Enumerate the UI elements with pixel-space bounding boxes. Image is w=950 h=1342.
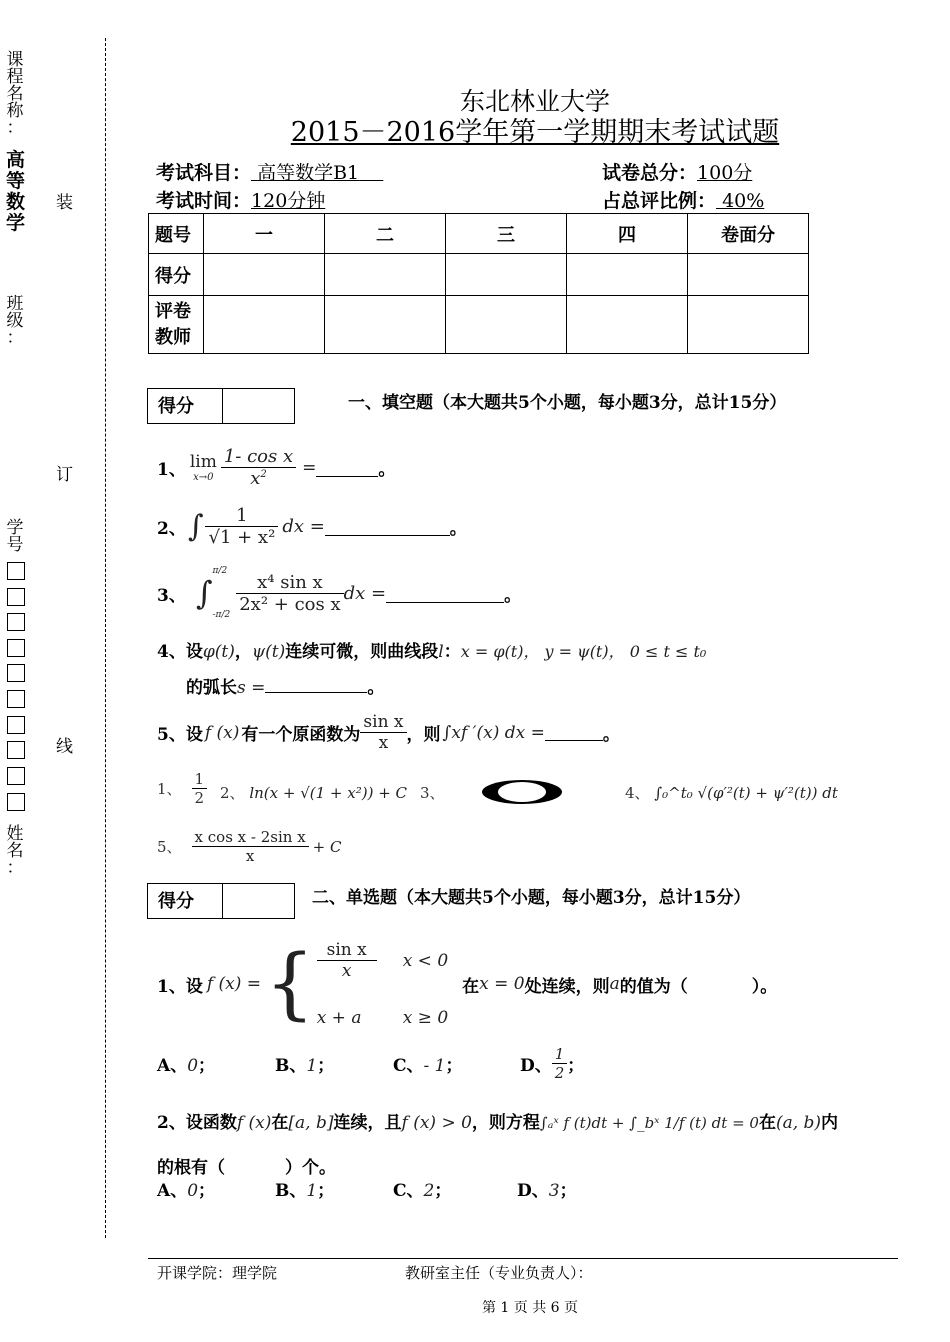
integral-limits: π/2 -π/2	[212, 566, 231, 620]
q-number: 2、	[157, 519, 186, 539]
s1-question-3: 3、 ∫ π/2 -π/2 $\frac{\text{x⁴ sin x}}{\text{2x² + cos x}}$ dx = 。	[157, 566, 522, 620]
limit: lim x→0	[189, 452, 217, 483]
ratio-value: 40%	[722, 190, 765, 212]
q-number: 1、	[157, 460, 186, 480]
s2-question-2-line2: 的根有（ ）个。	[157, 1158, 336, 1178]
option-b[interactable]: B、1；	[275, 1181, 335, 1201]
answer-4: 4、 ∫₀^t₀ √(φ′²(t) + ψ′²(t)) dt	[625, 784, 838, 802]
footer-college: 开课学院：理学院	[157, 1264, 278, 1282]
time-value: 120分钟	[251, 190, 326, 212]
section2-title: 二、单选题（本大题共5个小题，每小题3分，总计15分）	[312, 888, 751, 908]
course-name: 高 等 数 学	[6, 149, 26, 234]
s1-question-5: 5、设 f (x) 有一个原函数为 $\frac{\text{sin x}}{x}$ ，则 ∫xf ′(x) dx = 。	[157, 712, 620, 753]
score-cell[interactable]	[688, 254, 809, 296]
score-header: 四	[567, 214, 688, 254]
name-label: 姓 名 ：	[6, 824, 24, 878]
ratio-label: 占总评比例：	[602, 190, 717, 212]
teacher-cell[interactable]	[567, 296, 688, 354]
brace: {	[265, 939, 315, 1029]
score-header: 题号	[149, 214, 204, 254]
s1-question-4: 4、设φ(t)，ψ(t)连续可微，则曲线段l：x = φ(t)， y = ψ(t)， 0 ≤ t ≤ t₀	[157, 642, 707, 662]
answer-blank[interactable]	[545, 724, 603, 741]
university-name: 东北林业大学	[459, 87, 610, 116]
score-header: 二	[325, 214, 446, 254]
score-header: 卷面分	[688, 214, 809, 254]
ratio-line	[602, 186, 764, 213]
section1-score-cell[interactable]	[223, 389, 294, 423]
teacher-cell[interactable]	[446, 296, 567, 354]
answer-blank[interactable]	[265, 676, 367, 693]
total-label: 试卷总分：	[602, 162, 698, 184]
section2-score-label: 得分	[148, 884, 223, 918]
s1-question-2: 2、 ∫ $\frac{1}{\text{√1 + x²}}$ dx = 。	[157, 505, 467, 548]
teacher-cell[interactable]	[688, 296, 809, 354]
score-cell[interactable]	[325, 254, 446, 296]
binding-mark-zhuang: 装	[56, 193, 73, 213]
option-c[interactable]: C、2；	[393, 1181, 452, 1201]
teacher-cell[interactable]	[325, 296, 446, 354]
section2-score-box	[147, 883, 295, 919]
exam-title: 2015－2016学年第一学期期末考试试题	[290, 117, 780, 148]
id-box[interactable]	[7, 690, 25, 708]
score-cell[interactable]	[204, 254, 325, 296]
binding-dashed-line	[105, 38, 106, 1238]
q5-fraction: $\frac{\text{sin x}}{x}$	[360, 712, 406, 753]
subject-value: 高等数学B1	[257, 162, 360, 184]
section1-score-box	[147, 388, 295, 424]
binding-mark-ding: 订	[56, 465, 73, 485]
footer-director: 教研室主任（专业负责人）：	[405, 1264, 593, 1282]
footer-divider	[148, 1258, 898, 1259]
score-header: 三	[446, 214, 567, 254]
answer-5: 5、 $\frac{\text{x cos x - 2sin x}}{x}$ + C	[157, 828, 342, 865]
footer-page-number: 第 1 页 共 6 页	[481, 1300, 579, 1316]
answer-blank[interactable]	[386, 584, 504, 603]
score-row-label: 得分	[149, 254, 204, 296]
subject-label: 考试科目：	[156, 162, 252, 184]
course-label: 课 程 名 称 ：	[6, 50, 24, 138]
total-line	[602, 158, 752, 185]
option-b[interactable]: B、1；	[275, 1056, 335, 1076]
teacher-cell[interactable]	[204, 296, 325, 354]
s2-q2-options	[157, 1176, 617, 1201]
q1-fraction: $\frac{\text{1- cos x}}{x^2}$	[221, 446, 296, 489]
s1-question-4-line2: 的弧长s = 。	[186, 678, 385, 698]
section1-title: 一、填空题（本大题共5个小题，每小题3分，总计15分）	[348, 393, 787, 413]
answer-3: 3、	[420, 784, 445, 802]
section1-score-label: 得分	[148, 389, 223, 423]
integral-sign: ∫	[187, 509, 204, 544]
answer-2: 2、 ln(x + √(1 + x²)) + C	[220, 784, 408, 802]
total-value: 100分	[697, 162, 753, 184]
answer-blank[interactable]	[316, 458, 378, 477]
s2-q1-options	[157, 1045, 617, 1082]
id-box[interactable]	[7, 588, 25, 606]
id-box[interactable]	[7, 793, 25, 811]
answer-blank[interactable]	[325, 517, 450, 536]
score-cell[interactable]	[567, 254, 688, 296]
id-box[interactable]	[7, 767, 25, 785]
q2-fraction: $\frac{1}{\text{√1 + x²}}$	[205, 505, 278, 548]
answer-3-ellipse-image	[480, 779, 564, 805]
section2-score-cell[interactable]	[223, 884, 294, 918]
id-box[interactable]	[7, 639, 25, 657]
option-a[interactable]: A、0；	[157, 1056, 216, 1076]
id-box[interactable]	[7, 562, 25, 580]
s2-question-2: 2、设函数f (x)在[a, b]连续，且f (x) > 0，则方程∫ₐˣ f (t)dt + ∫_bˣ 1/f (t) dt = 0在(a, b)内	[157, 1113, 839, 1133]
subject-line	[156, 158, 383, 185]
q3-fraction: $\frac{\text{x⁴ sin x}}{\text{2x² + cos x}}$	[236, 572, 343, 615]
option-d[interactable]: D、 $\frac{1}{2}$ ；	[520, 1045, 585, 1082]
teacher-row-label: 评卷 教师	[149, 296, 204, 354]
student-id-label: 学 号	[6, 518, 24, 555]
id-box[interactable]	[7, 613, 25, 631]
s1-question-1: 1、 lim x→0 $\frac{\text{1- cos x}}{x^2}$ = 。	[157, 446, 396, 489]
piecewise-cases: $\frac{\text{sin x}}{x}$ x < 0 x + a x ≥ 0	[316, 940, 449, 1028]
id-box[interactable]	[7, 741, 25, 759]
score-header: 一	[204, 214, 325, 254]
integral-sign: ∫	[195, 574, 213, 612]
id-box[interactable]	[7, 664, 25, 682]
id-box[interactable]	[7, 716, 25, 734]
score-table	[148, 213, 809, 354]
binding-mark-xian: 线	[56, 737, 73, 757]
answer-1: 1、 $\frac{1}{2}$	[157, 770, 207, 807]
class-label: 班 级 ：	[6, 294, 24, 348]
option-d[interactable]: D、3；	[517, 1181, 577, 1201]
time-label: 考试时间：	[156, 190, 252, 212]
score-cell[interactable]	[446, 254, 567, 296]
s2-question-1: 1、设 f (x) = { $\frac{\text{sin x}}{x}$ x < 0 x + a x ≥ 0 在 x = 0 处连续，则 a 的值为（ ）。	[157, 939, 778, 1029]
option-a[interactable]: A、0；	[157, 1181, 216, 1201]
q-number: 3、	[157, 585, 186, 606]
option-c[interactable]: C、- 1；	[393, 1056, 463, 1076]
time-line	[156, 186, 325, 213]
